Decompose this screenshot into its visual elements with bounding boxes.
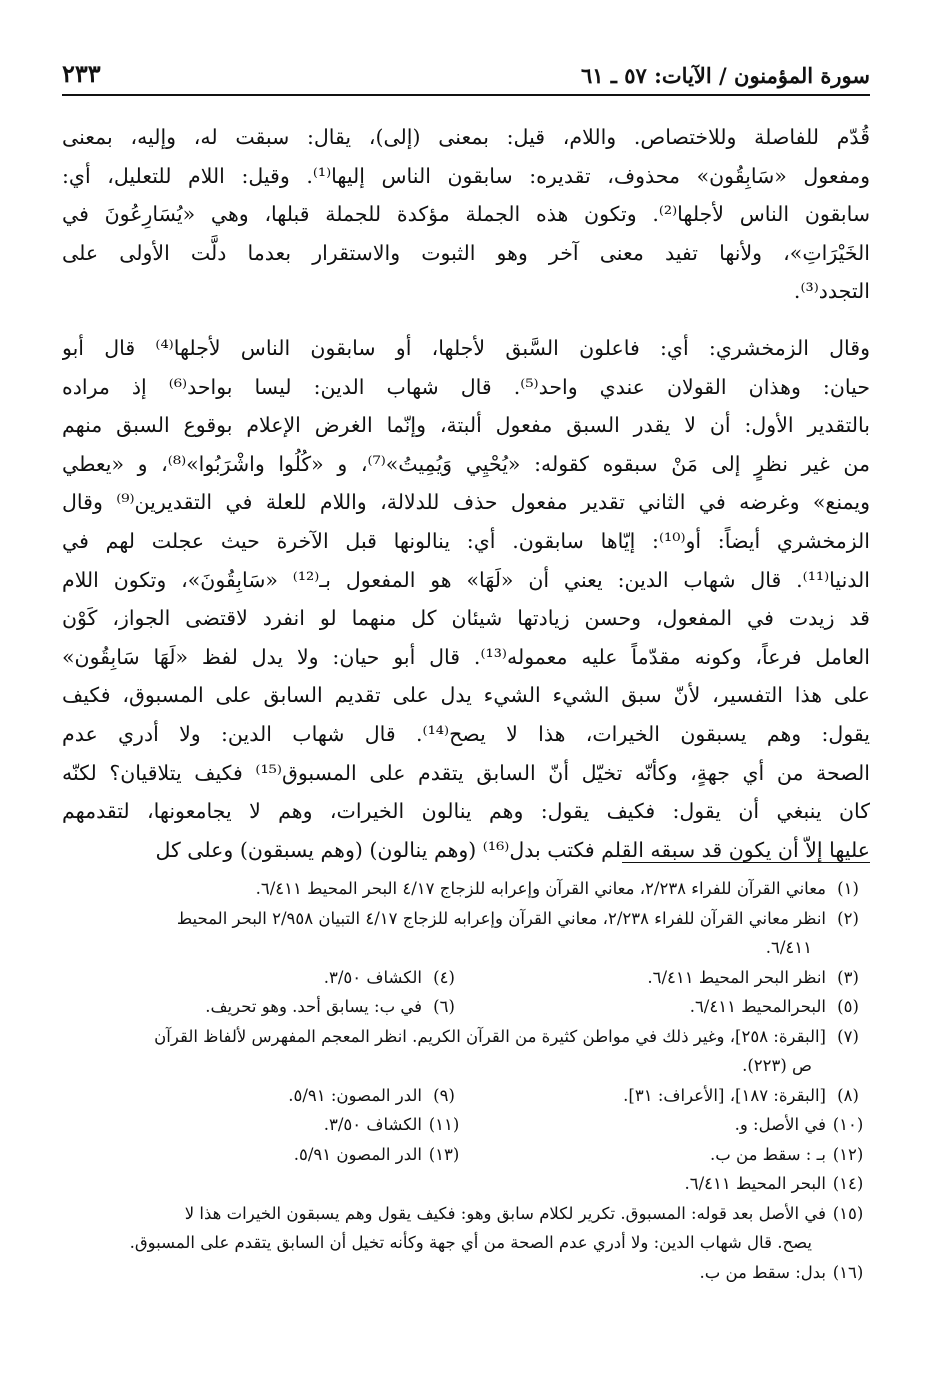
paragraph: [62, 329, 870, 869]
footnote-number: (٧): [837, 1026, 859, 1046]
footnote-row: [62, 1022, 870, 1052]
footnote: [62, 874, 870, 904]
footnote-continuation: يصح. قال شهاب الدين: ولا أدري عدم الصحة من أي جهة وكأنه تخيل أن السابق يتقدم على المسبوق.: [129, 1233, 812, 1252]
footnote-number: (٢): [837, 908, 859, 928]
text-line: الدنيا⁽¹¹⁾. قال شهاب الدين: يعني أن «لَهَا» هو المفعول بـ⁽¹²⁾ «سَابِقُونَ»، وتكون اللام: [62, 567, 870, 592]
footnote: [62, 963, 466, 993]
footnote-continuation: ص (٢٢٣).: [742, 1056, 812, 1075]
text-line: حيان: وهذان القولان عندي واحد⁽⁵⁾. قال شهاب الدين: ليسا بواحد⁽⁶⁾ إذ مراده: [62, 374, 870, 399]
text-line: التجدد⁽³⁾.: [793, 279, 870, 304]
footnote-number: (١٦): [832, 1262, 864, 1282]
main-text: [62, 118, 870, 869]
header-title: سورة المؤمنون / الآيات: ٥٧ ـ ٦١: [580, 63, 870, 88]
text-line: قُدّم للفاصلة وللاختصاص. واللام، قيل: بمعنى (إلى)، يقال: سبقت له، وإليه، بمعنى: [62, 125, 870, 149]
footnote-row: [62, 1258, 870, 1288]
text-line: قد زيدت في المفعول، وحسن زيادتها شيئان كل منهما لو انفرد لاقتضى الجواز، كَوْن: [62, 606, 870, 631]
footnotes: [62, 874, 870, 1287]
footnote-text: بـ : سقط من ب.: [710, 1144, 826, 1164]
footnote: [466, 992, 870, 1022]
footnote: [62, 1081, 466, 1111]
footnote-text: البحر المحيط ٦/٤١١.: [684, 1174, 826, 1193]
footnote: [466, 1140, 870, 1170]
footnote: [62, 992, 466, 1022]
footnote-number: (١٥): [832, 1203, 864, 1223]
text-line: يقول: وهم يسبقون الخيرات، هذا لا يصح⁽¹⁴⁾. قال شهاب الدين: ولا أدري عدم: [62, 721, 870, 746]
footnote: [62, 1199, 870, 1229]
text-line: العامل فرعاً، وكونه مقدّماً عليه معموله⁽¹³⁾. قال أبو حيان: ولا يدل لفظ «لَهَا سَابِقُون»: [62, 644, 870, 669]
footnote: [62, 1258, 870, 1288]
footnote-number: (٣): [837, 967, 859, 987]
footnote-text: الكشاف ٣/٥٠.: [323, 967, 422, 987]
footnote-text: في الأصل: و.: [734, 1115, 826, 1134]
footnote-number: (١٣): [428, 1144, 460, 1164]
text-line: الخَيْرَاتِ»، ولأنها تفيد معنى آخر وهو الثبوت والاستقرار بعدما دلَّت الأولى على: [62, 240, 870, 265]
text-line: على هذا التفسير، لأنّ سبق الشيء الشيء يدل على تقديم السابق على المسبوق، فكيف: [62, 683, 870, 708]
text-line: كان ينبغي أن يقول: فكيف يقول: وهم ينالون الخيرات، وهم لا يجامعونها، لتقدمهم: [62, 799, 870, 824]
footnote-number: (٥): [837, 997, 859, 1016]
footnote: [466, 1110, 870, 1140]
text-line: وقال الزمخشري: أي: فاعلون السَّبق لأجلها، أو سابقون الناس لأجلها⁽⁴⁾ قال أبو: [62, 335, 870, 360]
footnote: [466, 1081, 870, 1111]
footnote-number: (١): [837, 879, 859, 898]
footnote-row: [62, 1110, 870, 1140]
footnote-number: (١٢): [832, 1144, 864, 1164]
footnote-number: (٤): [433, 967, 455, 987]
footnote-continuation: ٦/٤١١.: [765, 938, 812, 957]
footnote: [62, 904, 870, 934]
footnote-text: بدل: سقط من ب.: [699, 1262, 826, 1282]
footnote-text: في ب: يسابق أحد. وهو تحريف.: [205, 997, 422, 1016]
text-line: من غير نظرٍ إلى مَنْ سبقوه كقوله: «يُحْيِي وَيُمِيتُ»⁽⁷⁾، و «كُلُوا واشْرَبُوا»⁽⁸⁾، و «يعطي: [62, 451, 870, 476]
footnote-text: الدر المصون: ٥/٩١.: [288, 1085, 422, 1105]
footnote-text: معاني القرآن للفراء ٢/٢٣٨، معاني القرآن وإعرابه للزجاج ٤/١٧ البحر المحيط ٦/٤١١.: [255, 879, 826, 898]
footnote-text: [البقرة: ١٨٧]، [الأعراف: ٣١].: [623, 1085, 826, 1105]
footnote-row: [62, 1199, 870, 1229]
footnote-row: [62, 963, 870, 993]
text-line: ويمنع» وغرضه في الثاني تقدير مفعول حذف للدلالة، واللام للعلة في التقديرين⁽⁹⁾ وقال: [62, 490, 870, 515]
footnote-text: [البقرة: ٢٥٨]، وغير ذلك في مواطن كثيرة من القرآن الكريم. انظر المعجم المفهرس لألفاظ القرآن: [154, 1026, 826, 1046]
footnote: [62, 1140, 466, 1170]
footnote: [62, 1169, 870, 1199]
footnote-row: [62, 904, 870, 934]
footnote-text: البحرالمحيط ٦/٤١١.: [689, 997, 826, 1016]
text-line: الصحة من أي جهةٍ، وكأنّه تخيّل أنّ السابق يتقدم على المسبوق⁽¹⁵⁾ فكيف يتلاقيان؟ لكنّه: [62, 760, 870, 785]
footnote-row: [62, 1140, 870, 1170]
footnote-text: انظر معاني القرآن للفراء ٢/٢٣٨، معاني القرآن وإعرابه للزجاج ٤/١٧ التبيان ٢/٩٥٨ البحر المحيط: [176, 908, 826, 928]
footnote-number: (١١): [428, 1115, 460, 1134]
footnote-text: الدر المصون ٥/٩١.: [293, 1144, 422, 1164]
text-line: سابقون الناس لأجلها⁽²⁾. وتكون هذه الجملة مؤكدة للجملة قبلها، وهي «يُسَارِعُونَ في: [62, 202, 870, 227]
footnote-row: [62, 874, 870, 904]
footnote-text: الكشاف ٣/٥٠.: [323, 1115, 422, 1134]
footnote-row: [62, 1169, 870, 1199]
footnote: [62, 1110, 466, 1140]
footnote-row: [62, 1081, 870, 1111]
footnote: [62, 1022, 870, 1052]
text-line: الزمخشري أيضاً: أو⁽¹⁰⁾: إيّاها سابقون. أي: ينالونها قبل الآخرة حيث عجلت لهم في: [62, 528, 870, 553]
page-number: ٢٣٣: [62, 59, 101, 88]
text-line: عليها إلاّ أن يكون قد سبقه القلم فكتب بدل⁽¹⁶⁾ (وهم ينالون) (وهم يسبقون) وعلى كل: [155, 837, 870, 862]
footnote-text: في الأصل بعد قوله: المسبوق. تكرير لكلام سابق وهو: فكيف يقول وهم يسبقون الخيرات هذا لا: [184, 1203, 826, 1223]
page-header: [62, 48, 870, 96]
footnote: [466, 963, 870, 993]
footnote-separator: [622, 862, 870, 863]
footnote-number: (١٠): [832, 1115, 864, 1134]
footnote-number: (٦): [433, 997, 455, 1016]
footnote-number: (٩): [433, 1085, 455, 1105]
footnote-text: انظر البحر المحيط ٦/٤١١.: [647, 967, 826, 987]
paragraph: [62, 118, 870, 311]
text-line: ومفعول «سَابِقُون» محذوف، تقديره: سابقون الناس إليها⁽¹⁾. وقيل: اللام للتعليل، أي:: [62, 163, 870, 188]
footnote-number: (١٤): [832, 1174, 864, 1193]
footnote-row: [62, 992, 870, 1022]
text-line: بالتقدير الأول: أن لا يقدر السبق مفعول ألبتة، وإنّما الغرض الإعلام بوقوع السبق منهم: [62, 413, 870, 438]
footnote-number: (٨): [837, 1085, 859, 1105]
